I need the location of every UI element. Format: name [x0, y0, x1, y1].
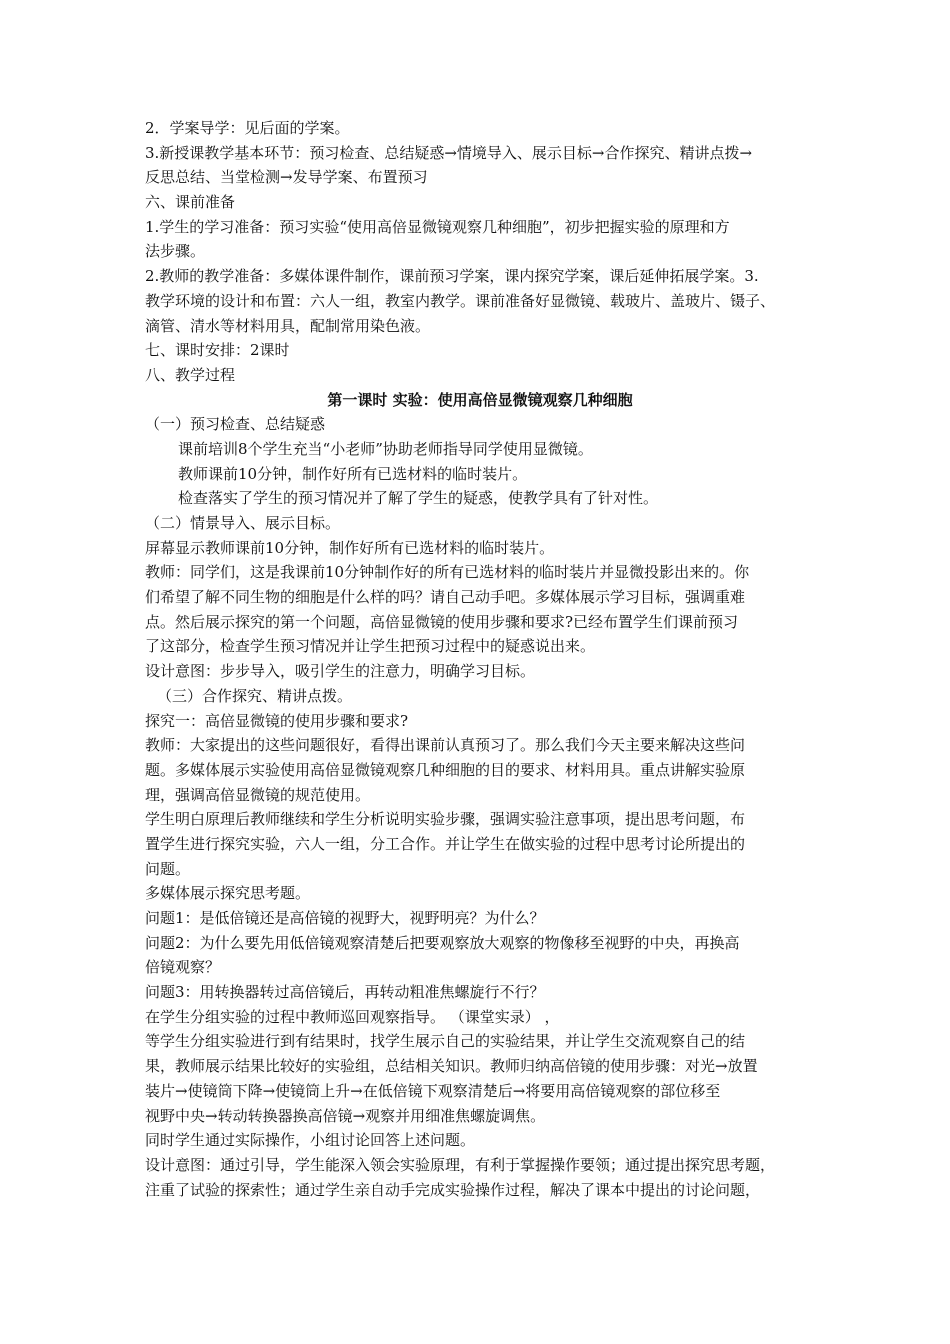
question-line: 问题3：用转换器转过高倍镜后，再转动粗准焦螺旋行不行？ [145, 983, 545, 1002]
text-line: 多媒体展示探究思考题。 [145, 884, 311, 903]
text-line: 设计意图：通过引导，学生能深入领会实验原理，有利于掌握操作要领；通过提出探究思考题， [145, 1155, 776, 1174]
text-line: 了这部分，检查学生预习情况并让学生把预习过程中的疑惑说出来。 [145, 637, 596, 656]
text-line: 教学环境的设计和布置：六人一组，教室内教学。课前准备好显微镜、载玻片、盖玻片、镊子、 [145, 291, 776, 310]
text-line: 同时学生通过实际操作，小组讨论回答上述问题。 [145, 1131, 476, 1150]
text-line: 3.新授课教学基本环节：预习检查、总结疑惑→情境导入、展示目标→合作探究、精讲点拨→ [145, 143, 753, 162]
text-line: 屏幕显示教师课前10分钟，制作好所有已选材料的临时装片。 [145, 538, 555, 557]
lesson-title: 第一课时 实验：使用高倍显微镜观察几种细胞 [327, 390, 633, 409]
text-line: 反思总结、当堂检测→发导学案、布置预习 [145, 168, 428, 187]
question-line: 问题1：是低倍镜还是高倍镜的视野大，视野明亮？为什么？ [145, 909, 545, 927]
text-line: 理，强调高倍显微镜的规范使用。 [145, 785, 371, 804]
text-line: 点。然后展示探究的第一个问题，高倍显微镜的使用步骤和要求?已经布置学生们课前预习 [145, 612, 739, 631]
text-line: 2．学案导学：见后面的学案。 [145, 119, 350, 137]
subsection-heading: （一）预习检查、总结疑惑 [145, 415, 326, 434]
text-line: 检查落实了学生的预习情况并了解了学生的疑惑，使教学具有了针对性。 [178, 489, 659, 508]
text-line: 教师课前10分钟，制作好所有已选材料的临时装片。 [178, 464, 528, 483]
text-line: 在学生分组实验的过程中教师巡回观察指导。 （课堂实录） ， [145, 1007, 560, 1026]
section-heading: 六、课前准备 [145, 193, 236, 212]
text-line: 教师：同学们，这是我课前10分钟制作好的所有已选材料的临时装片并显微投影出来的。你 [145, 563, 750, 582]
text-line: 等学生分组实验进行到有结果时，找学生展示自己的实验结果，并让学生交流观察自己的结 [145, 1032, 746, 1051]
text-line: 装片→使镜筒下降→使镜筒上升→在低倍镜下观察清楚后→将要用高倍镜观察的部位移至 [145, 1081, 721, 1100]
text-line: 1.学生的学习准备：预习实验“使用高倍显微镜观察几种细胞”，初步把握实验的原理和方 [145, 217, 730, 236]
text-line: 滴管、清水等材料用具，配制常用染色液。 [145, 316, 431, 335]
question-line: 倍镜观察？ [145, 958, 221, 977]
section-heading: 八、教学过程 [145, 365, 236, 384]
text-line: 题。多媒体展示实验使用高倍显微镜观察几种细胞的目的要求、材料用具。重点讲解实验原 [145, 760, 746, 779]
text-line: 果，教师展示结果比较好的实验组，总结相关知识。教师归纳高倍镜的使用步骤：对光→放置 [145, 1057, 758, 1076]
text-line: 教师：大家提出的这些问题很好，看得出课前认真预习了。那么我们今天主要来解决这些问 [145, 736, 746, 755]
text-line: 法步骤。 [145, 242, 206, 261]
text-line: 们希望了解不同生物的细胞是什么样的吗？请自己动手吧。多媒体展示学习目标，强调重难 [145, 588, 746, 607]
text-line: 课前培训8个学生充当“小老师”协助老师指导同学使用显微镜。 [178, 439, 593, 458]
text-line: 视野中央→转动转换器换高倍镜→观察并用细准焦螺旋调焦。 [145, 1106, 546, 1125]
text-line: 问题。 [145, 859, 191, 878]
text-line: 探究一：高倍显微镜的使用步骤和要求? [145, 711, 409, 730]
text-line: 注重了试验的探索性；通过学生亲自动手完成实验操作过程，解决了课本中提出的讨论问题， [145, 1180, 761, 1199]
text-line: 学生明白原理后教师继续和学生分析说明实验步骤，强调实验注意事项，提出思考问题，布 [145, 810, 746, 829]
text-line: 置学生进行探究实验，六人一组，分工合作。并让学生在做实验的过程中思考讨论所提出的 [145, 834, 746, 853]
document-body [145, 116, 815, 1202]
question-line: 问题2：为什么要先用低倍镜观察清楚后把要观察放大观察的物像移至视野的中央，再换高 [145, 933, 740, 952]
text-line: 2.教师的教学准备：多媒体课件制作，课前预习学案，课内探究学案，课后延伸拓展学案。3. [145, 267, 759, 286]
subsection-heading: （二）情景导入、展示目标。 [145, 514, 341, 532]
subsection-heading: （三）合作探究、精讲点拨。 [157, 686, 353, 705]
text-line: 设计意图：步步导入，吸引学生的注意力，明确学习目标。 [145, 662, 536, 681]
section-heading: 七、课时安排：2课时 [145, 341, 290, 360]
